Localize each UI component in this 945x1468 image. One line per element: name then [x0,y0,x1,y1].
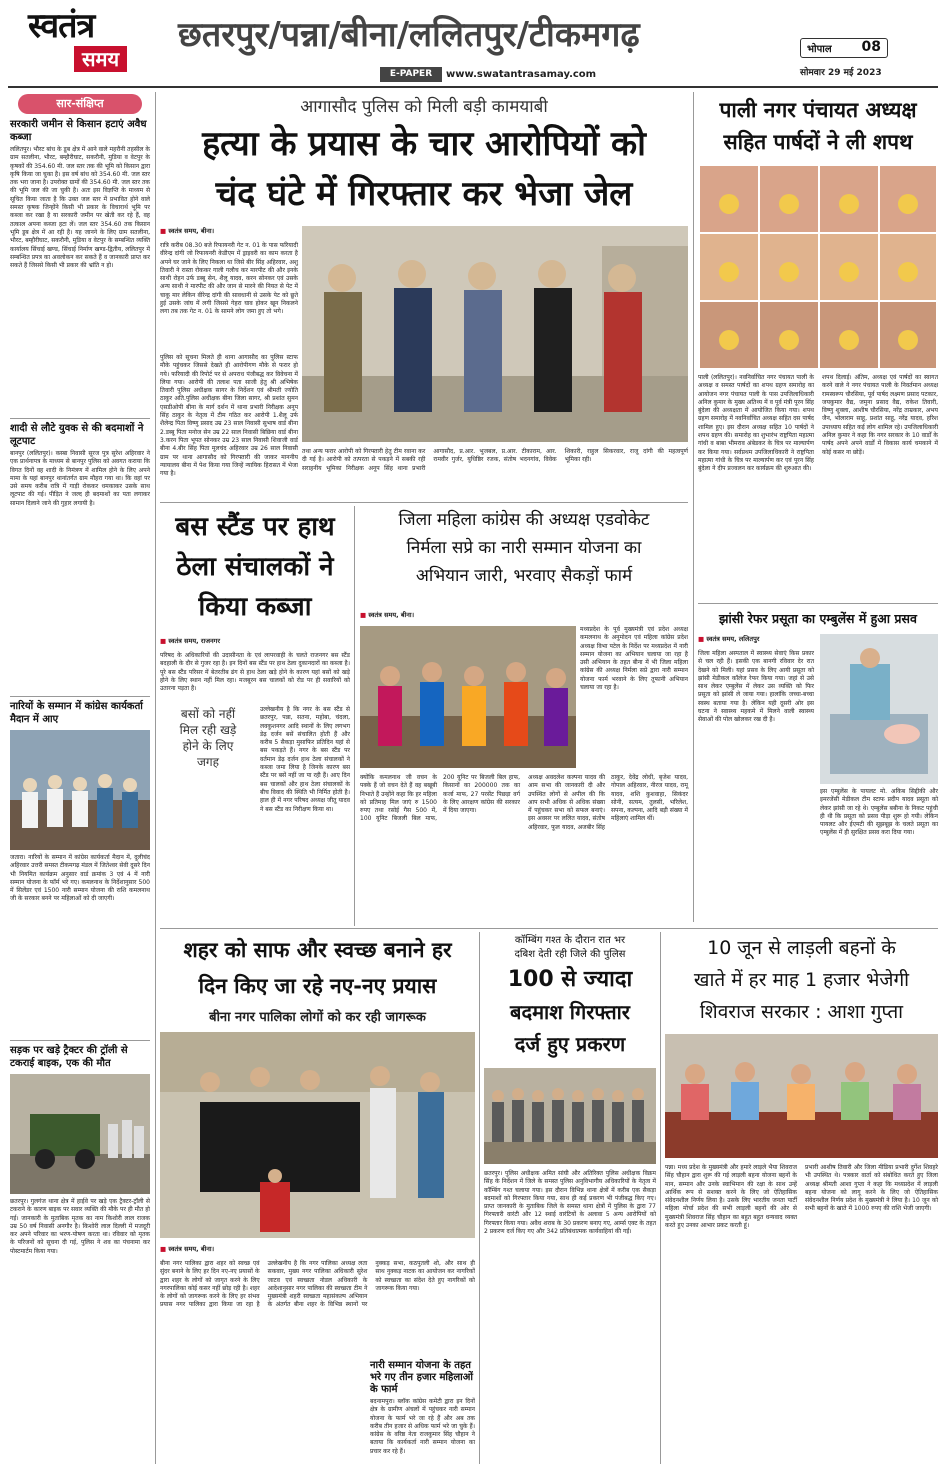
logo [28,6,140,80]
pali-headline-line1: पाली नगर पंचायत अध्यक्ष [719,98,917,122]
lead-headline-line2: चंद घंटे में गिरफ्तार कर भेजा जेल [215,174,633,214]
police-arrest-photo [302,226,688,442]
nari-headline: नारी सम्मान योजना के तहत भरे गए तीन हजार महिलाओं के फार्म [370,1360,473,1395]
congress-story [360,506,688,926]
rally-photo [10,730,150,850]
accident-photo [10,1074,150,1194]
city-headline-line2: दिन किए जा रहे नए-नए प्रयास [198,974,437,998]
jhansi-headline: झांसी रेफर प्रसूता का एम्बुलेंस में हुआ प्रसव [719,611,917,626]
city-box [800,38,888,58]
lead-text-col3: तथा अन्य फरार आरोपी को गिरफ्तारी हेतु टीम रवाना कर दी गई है। आरोपी को तत्परता से पकड़ने में सबकी रही सराहनीय भूमिका निरीक्षक अनूप सिंह थाना प्रभारी आगासौद, प्र.आर. भुजबल, प्र.आर. टीकाराम, आर. रामवीर गुर्जर, युधिष्ठिर रजक, संतोष भदनगांव, विवेक शिकारी, राहुल सिकरवार, राजू दांगी की महत्वपूर्ण भूमिका रही। [302,448,688,472]
logo-line1: स्वतंत्र [28,6,95,46]
pullquote-line3: होने के लिए [182,739,234,753]
logo-line2: समय [74,46,127,72]
congress-headline-line3: अभियान जारी, भरवाए सैकड़ों फार्म [415,566,633,586]
shivraj-story [665,932,938,1464]
lead-text-col2: पुलिस को सूचना मिलते ही थाना आगासौद का पुलिस स्टाफ मौके पहुंचकर जिससे देखते ही आरोपीगण मौके से फरार हो गये। फरियादी की रिपोर्ट पर से अपराध पंजीबद्ध कर विवेचना में लिया गया। आरोपी की तलाश पता साजी हेतु श्री अभिषेक तिवारी पुलिस अधीक्षक सागर के निर्देशन एवं श्रीमती ज्योति ठाकुर अति.पुलिस अधीक्षक बीना जिला सागर, श्री प्रशांत सुमन एसडीओपी बीना के मार्ग दर्शन में थाना प्रभारी निरीक्षक अनूप सिंह ठाकुर के नेतृत्व में टीम गठित कर आरोपी 1.शैलू उर्फ शैलेन्द्र पिता विष्णु प्रसाद उम्र 23 साल निवासी सुभाष वार्ड बीना 2.डब्बू पिता मनोज सेन उम्र 22 साल निवासी बिछिया वार्ड बीना 3.करन पिता भूपत सोनकर उम्र 23 साल निवासी शिवाजी वार्ड बीना 4.बीर सिंह पिता मूलचंद अहिरवार उम्र 26 साल निवासी ग्राम पर थाना आगासौद को गिरफ्तारी की जाकर माननीय न्यायालय बीना में पेश किया गया जिन्हें न्यायिक हिरासत में भेजा गया है। [160,354,298,478]
sidebar-item [10,1044,150,1462]
jhansi-byline: ■ स्वतंत्र समय, ललितपुर [698,634,838,646]
sidebar-item-text: ललितपुर। भौरट बांध के डूब क्षेत्र में आने वाले महरौनी तहसील के ग्राम सतलीना, भौरट, बम्हौरीघाट, सकरौनी, मुडिया व वेटपुर के कृषकों की 354.60 मी. जल स्तर तक की भूमि को किसान द्वारा कृषि किया जा चुका है। इस वर्ष बांध को 354.60 मी. जल स्तर तक भरा जाना है। उपरोक्त ग्रामों की 354.60 मी. जल स्तर तक की भूमि जल की जा चुकी है। अतः इस विज्ञप्ति के माध्यम से सूचित किया जाता है कि उक्त जल स्तर में प्रभावित होने वाले समस्त कृषक जिन्होंने किसी भी प्रकार के विचारार्थ भूमि पर कब्जा कर रखा है या सरकारी जमीन पर खेती कर रहे हैं, वह तत्काल अपना कब्जा हटा लें। जल स्तर 354.60 तक किसान भूमि डूब क्षेत्र में आ रही है। यह जानने के लिए ग्राम सतलीना, भौरट, बम्हौरीघाट, सकरौनी, मुडिया व वेटपुर के सम्बन्धित व्यक्ति कार्यालय सिंचाई खण्ड, सिंचाई निर्माण खण्ड-द्वितीय, ललितपुर में सम्बन्धित प्रपत्र का अवलोकन कर सकते हैं व जानकारी प्राप्त कर सकते हैं जिससे किसी भी प्रकार की भ्रांति न हो। [10,146,150,270]
sidebar-item [10,118,150,416]
sidebar [10,92,150,1464]
sidebar-item-text: छतरपुर। गुलगंज थाना क्षेत्र में हाईवे पर खड़े एक ट्रैक्टर-ट्रॉली से टकराने के कारण बाइक पर सवार व्यक्ति की मौके पर ही मौत हो गई। जानकारी के मुताबिक मृतक का नाम किशोरी लाल राजक उम्र 50 वर्ष निवासी अनगौर है। किशोरी लाल दिल्ली में मजदूरी कर अपने परिवार का भरण-पोषण करता था। रविवार को मृतक के परिजनों को सूचना दी गई, पुलिस ने शव का पंचनामा कर पोस्टमार्टम किया गया। [10,1198,150,1255]
congress-byline: ■ स्वतंत्र समय, बीना। [360,610,480,622]
bus-pullquote [160,706,256,788]
jhansi-text-a: जिला महिला अस्पताल में स्वास्थ्य सेवाएं किस प्रकार से चल रही हैं। इसकी एक बानगी रविवार देर रात देखने को मिली। यहां प्रसव के लिए आयी प्रसूता को झांसी मेडीकल कॉलेज रेफर किया गया। जहां से उसे साथ लेकर एम्बुलेंस में लेकर उस व्यक्ति को फिर प्रसूता को झांसी ले जाया गया। हालांकि जच्चा-बच्चा स्वस्थ बताया गया है। लेकिन यही दूसरी ओर इस घटना ने स्वास्थ्य महकमे में मिलने वाली स्वास्थ्य सेवाओं की पोल खोलकर रख दी है। [698,650,814,724]
bus-byline: ■ स्वतंत्र समय, राजनगर [160,636,350,648]
combing-headline-line2: बदमाश गिरफ्तार [510,1000,630,1024]
pullquote-line2: मिल रही खड़े [179,723,237,737]
combing-kicker-line2: दबिश देती रही जिले की पुलिस [514,949,626,960]
lead-headline-line1: हत्या के प्रयास के चार आरोपियों को [202,124,646,164]
combing-kicker-line1: कॉम्बिंग गश्त के दौरान रात भर [514,935,626,946]
pali-headline-line2: सहित पार्षदों ने ली शपथ [723,130,913,154]
masthead-rule [8,86,938,88]
lead-story [160,92,688,500]
bus-text-b: उल्लेखनीय है कि नगर के बस स्टैंड से छतरपुर, पन्ना, सतना, महोबा, चंदला, लवकुशनगर आदि स्थानों के लिए लगभग डेढ़ दर्जन बसें संचालित होती हैं और करीब 5 सैकड़ा मुसाफिर प्रतिदिन यहां से बस पकड़ते हैं। नगर के बस स्टैंड पर वर्तमान डेढ़ दर्जन हाथ ठेला संचालकों ने कब्जा जमा लिया है जिनके कारण बस स्टैंड पर बसें नहीं जा पा रही हैं। आए दिन बस चालकों और हाथ ठेला संचालकों के बीच विवाद की स्थिति भी निर्मित होती है। हाल ही में नगर परिषद अध्यक्ष जीतू यादव ने बस स्टैंड का निरीक्षण किया था। [260,706,350,813]
bus-headline-line3: किया कब्जा [198,592,312,622]
pullquote-line1: बसों को नहीं [180,707,236,721]
sidebar-item-headline: सरकारी जमीन से किसान हटाएं अवैध कब्जा [10,119,147,143]
bus-headline-line2: ठेला संचालकों ने [176,552,334,582]
page-number: 08 [861,39,881,55]
nari-story [370,1360,475,1464]
city-headline-line1: शहर को साफ और स्वच्छ बनाने हर [183,938,452,962]
combing-story [484,932,656,1464]
sidebar-divider [10,418,150,419]
lead-bottom-rule [160,502,688,503]
combing-headline-line1: 100 से ज्यादा [507,967,633,992]
congress-form-photo [360,626,576,768]
page-info [800,38,910,82]
congress-headline-line1: जिला महिला कांग्रेस की अध्यक्ष एडवोकेट [398,510,650,530]
sidebar-item [10,700,150,1038]
combing-headline-line3: दर्ज हुए प्रकरण [514,1032,626,1056]
sidebar-item-text: जतारा। नारियों के सम्मान में कांग्रेस कार्यकर्ता मैदान में, दुलीचंद अहिरवार उत्तरी समस्त टीकमगढ़ मंडल में जितेश्वर सेवी दूसरे दिन भी नियमित कार्यक्रम अनुसार वार्ड क्रमांक 3 एवं 4 में नारी सम्मान योजना के फॉर्म भरे गए। कमलनाथ के निर्देशानुसार 500 में सिलेंडर एवं 1500 नारी सम्मान योजना की राशि कमलनाथ जी के सरकार बनने पर महिलाओं को दी जाएगी। [10,854,150,903]
shivraj-text-a: पन्ना। मध्य प्रदेश के मुख्यमंत्री और हमारे लाड़ले भैया शिवराज सिंह चौहान द्वारा शुरू की गई लाड़ली बहना योजना बहनों के मान, सम्मान और उनके स्वाभिमान की रक्षा के साथ उन्हें आर्थिक रूप से सशक्त करने के लिए जो ऐतिहासिक संवेदनशील निर्णय लिया है। उसके लिए भारतीय जनता पार्टी महिला मोर्चा प्रदेश की सभी लाड़ली बहनों की ओर से मुख्यमंत्री शिवराज सिंह चौहान का बहुत बहुत धन्यवाद व्यक्त करते हुए उनका आभार प्रकट करती हूं। [665,1164,797,1230]
city-text: बीना नगर पालिका द्वारा शहर को स्वच्छ एवं सुंदर बनाने के लिए हर दिन नए-नए प्रयासों के द्वारा शहर के लोगों को जागृत करने के लिए नगरपालिका कोई कसर नहीं छोड़ रही है। शहर के लोगों को जागरूक करने के लिए हर संभव प्रयास नगर पालिका द्वारा किया जा रहा है उल्लेखनीय है कि नगर पालिका अध्यक्ष लता सकवार, मुख्य नगर पालिका अधिकारी सुरेश जाटव एवं स्वच्छता नोडल अधिकारी के आदेशानुसार नगर पालिका की स्वच्छता टीम ने मुख्यमंत्री शहरी स्वच्छता महासंकल्प अभियान के अंतर्गत बीना शहर के विभिन्न स्थानों पर नुक्कड़ सभा, कठपुतली शो, और साथ ही साथ नुक्कड़ नाटक का आयोजन कर नागरिकों को स्वच्छता का संदेश देते हुए नागरिकों को जागरूक किया गया। [160,1260,475,1309]
shivraj-headline-line2: खाते में हर माह 1 हजार भेजेगी [693,969,910,991]
sidebar-item-headline: नारियों के सम्मान में कांग्रेस कार्यकर्ता मैदान में आए [10,701,143,725]
sidebar-item [10,422,150,694]
city-label: भोपाल [807,44,832,55]
pali-bottom-rule [698,603,938,604]
lead-kicker: आगासौद पुलिस को मिली बड़ी कामयाबी [300,97,548,117]
issue-date: सोमवार 29 मई 2023 [800,68,882,78]
jhansi-text-b: इस एम्बुलेंस के पायलट मो. अकिब सिद्दीकी और इमरजेंसी मेडीकल टीम स्टाफ प्रदीप यादव प्रसूता को लेकर झांसी जा रहे थे। एम्बुलेंस बबीना के निकट पहुंची ही थी कि प्रसूता को प्रसव पीड़ा शुरू हो गयी। लेकिन पायलट और ईएमटी की सूझबूझ के चलते प्रसूता का एम्बुलेंस में ही सुरक्षित प्रसव करा दिया गया। [820,788,938,837]
sidebar-divider [10,1040,150,1041]
arrested-group-photo [484,1068,656,1164]
press-conference-photo [665,1034,938,1158]
bus-story [160,506,350,926]
pali-text-col2: शपथ दिलाई। अंतिम, अध्यक्ष एवं पार्षदों का स्वागत करने वाले ने नगर पंचायत पाली के निवर्तमान अध्यक्ष रामस्वरूप चौरसिया, पूर्व पार्षद लक्ष्मण प्रसाद पटकार, जयकुमार वैद्य, जमुना प्रसाद वैद्य, राकेश तिवारी, विष्णु शुक्ला, आशीष चौरसिया, नरेंद्र ताम्रकार, अभय जैन, भोलाराम साहू, प्रशांत साहू, नरेंद्र यादव, हरिश उपाध्याय सहित कई लोग शामिल रहे। उपजिलाधिकारी अनिल कुमार ने कहा कि नगर सरकार के 10 वार्डों के पार्षद अपने अपने वार्डों में विकास कार्य चमकाने में कोई कसर ना छोड़ें। [822,374,938,456]
congress-text-a: मध्यप्रदेश के पूर्व मुख्यमंत्री एवं प्रदेश अध्यक्ष कमलनाथ के अनुमोदन एवं महिला कांग्रेस प्रदेश अध्यक्ष विभा पटेल के निर्देश पर मध्यप्रदेश में नारी सम्मान योजना का अभियान चलाया जा रहा है उसी अभियान के तहत बीना में भी जिला महिला कांग्रेस की अध्यक्ष निर्मला सप्रे द्वारा नारी सम्मान योजना फार्म भरवाने के लिए तूफानी अभियान चलाया जा रहा है। [580,626,688,692]
pali-text-col1: पाली (ललितपुर)। नवनिर्वाचित नगर पंचायत पाली के अध्यक्ष व समस्त पार्षदों का शपथ ग्रहण समारोह का आयोजन नगर पंचायत पाली के पास उपजिलाधिकारी अनिल कुमार के मुख्य अतिथ्य में व पूर्व मंत्री पूरन सिंह बुंदेला की अध्यक्षता में आयोजित किया गया। शपथ ग्रहण समारोह में नवनिर्वाचित अध्यक्ष सहित दस पार्षद शामिल हुए। इस दौरान अध्यक्ष सहित 10 पार्षदों ने शपथ ग्रहण की। समारोह का शुभारंभ राष्ट्रपिता महात्मा गांधी व बाबा भीमराव अंबेडकर के चित्र पर माल्यार्पण कर किया गया। सर्वप्रथम उपजिलाधिकारी ने राष्ट्रपिता महात्मा गांधी के चित्र पर माल्यार्पण कर एवं पूरन सिंह बुंदेला ने दीप प्रज्वलन कर कार्यक्रम की शुरुआत की। [698,374,814,473]
right-column-rule [693,92,694,922]
bus-headline-line1: बस स्टैंड पर हाथ [175,512,335,542]
city-right-rule [479,932,480,1464]
sidebar-item-headline: शादी से लौटे युवक से की बदमाशों ने लूटपाट [10,423,144,447]
congress-text-c: अध्यक्ष अवदलेश कल्पना यादव की आम सभा की जानकारी दी और उपस्थित लोगों से अपील की कि आप सभी अधिक से अधिक संख्या में पहुंचकर सभा को सफल बनाएं। इस अवसर पर ललित यादव, संतोष अहिरवार, फूल यादव, अजबीर सिंह ठाकुर, देवेंद्र लोधी, बृजेश यादव, गोपाल अहिरवार, नीरज यादव, रामू यादव, शशि कुशवाहा, सिकंदर सोनी, सत्यम, तुलसी, भरिलेश, सपना, कल्पना, आदि बड़ी संख्या में महिलाएं शामिल थीं। [528,774,688,831]
ambulance-photo [820,634,938,784]
oath-ceremony-photo [698,164,938,370]
shivraj-headline-line3: शिवराज सरकार : आशा गुप्ता [699,1001,904,1023]
pali-story [698,92,938,600]
cleanliness-drive-photo [160,1032,475,1238]
sidebar-item-text: बानपुर (ललितपुर)। कस्बा निवासी सूरज पुत्र सुरेश अहिरवार ने एक प्रार्थनापत्र के माध्यम से बानपुर पुलिस को अवगत कराया कि विगत दिनों वह शादी के निमंत्रण में शामिल होने के लिए अपने मामा के यहां बानपुर थानांतर्गत ग्राम मौहरा गया था। कि वहां पर उसे समय करीब रात्रि में गाड़ी रोककर धमकाकर उसके साथ लूटपाट की गई। पीड़ित ने जल्द ही बदमाशों का पता लगाकर सामान दिलाने जाने की गुहार लगायी है। [10,450,150,507]
shivraj-headline-line1: 10 जून से लाड़ली बहनों के [707,937,896,959]
sidebar-section-title: सार-संक्षिप्त [18,94,142,114]
lead-byline: ■ स्वतंत्र समय, बीना। [160,226,310,238]
sidebar-item-headline: सड़क पर खड़े ट्रैक्टर की ट्रॉली से टकराई बाइक, एक की मौत [10,1045,128,1069]
bus-right-rule [354,506,355,926]
shivraj-text-b: प्रभारी आशीष तिवारी और जिला मीडिया प्रभारी दुर्गेश शिवहरे भी उपस्थित थे। पत्रकार वार्ता को संबोधित करते हुए जिला अध्यक्ष श्रीमती आशा गुप्ता ने कहा कि मध्यप्रदेश में लाड़ली बहना योजना को लागू करने के लिए जो ऐतिहासिक संवेदनशील निर्णय प्रदेश के मुख्यमंत्री ने लिया है। 10 जून को सभी बहनों के खाते में 1000 रुपए की राशि भेजी जाएगी। [805,1164,938,1213]
city-subhead: बीना नगर पालिका लोगों को कर रही जागरूक [209,1010,426,1025]
city-byline: ■ स्वतंत्र समय, बीना। [160,1244,280,1256]
jhansi-story [698,608,938,924]
lead-text-col1: रात्रि करीब 08.30 बजे रिफायनरी गेट न. 01 के पास फरियादी वीरेन्द्र दांगी जो रिफायनरी केडीएम में ड्राइवरी का काम करता है अपने घर जाने के लिए निकला था जिसे बीर सिंह अहिरवार, अशु तिवारी ने रास्ता रोककर गाली गलौच कर मारपीट की और इनके साथी रोहन उर्फ डब्बू सेन, शैलू यादव, करन सोनकर एवं उसके अन्य साथी ने मारपीट की और जान से मारने की नियत से पेट में चाकू मार लेकिन वीरेन्द्र दांगी की सावधानी से उसके पेट को छूते हुई उसके जांघ में लगी जिससे गेहरा घाव होकर खून निकलने लगा तब तक गेट न. 01 के सामने लोग जमा हुए तो भगे। [160,242,298,316]
nari-text: बदनामपुरा। ब्लॉक कांग्रेस कमेटी द्वारा इन दिनों क्षेत्र के ग्रामीण अंचलों में पहुंचकर नारी सम्मान योजना के फार्म भरे जा रहे हैं और अब तक करीब तीन हजार से अधिक फार्म भरे जा चुके हैं। कांग्रेस के वरिष्ठ नेता राजकुमार सिंह चौहान ने बताया कि कार्यकर्ता नारी सम्मान योजना का प्रचार कर रहे हैं। [370,1398,475,1455]
epaper-label: E-PAPER [380,67,442,82]
website-link[interactable]: www.swatantrasamay.com [446,69,597,80]
combing-text: छतरपुर। पुलिस अधीक्षक अमित सांघी और अतिरिक्त पुलिस अधीक्षक विक्रम सिंह के निर्देशन में जिले के समस्त पुलिस अनुविभागीय अधिकारियों के नेतृत्व में कॉम्बिंग गश्त चलाया गया। इस दौरान विभिन्न थाना क्षेत्रों में करीब एक सैकड़ा बदमाशों को गिरफ्तार किया गया, साथ ही कई प्रकरण भी पंजीबद्ध किए गए। प्राप्त जानकारी के मुताबिक जिले के समस्त थाना क्षेत्रों में पुलिस के द्वारा 77 गिरफ्तारी वारंटी और 12 स्थाई वारंटियों के अलावा 5 अन्य आरोपियों को गिरफ्तार किया गया। अवैध शराब के 30 प्रकरण बनाए गए, आर्म्स एक्ट के तहत 2 प्रकरण दर्ज किए गए और 342 प्रतिबंधात्मक कार्यवाहियां की गईं। [484,1170,656,1236]
sidebar-divider [10,696,150,697]
bus-text-a: परिषद के अधिकारियों की उदासीनता के एवं लापरवाही के चलते राजनगर बस स्टैंड बदहाली के दौर से गुजर रहा है। इन दिनों बस स्टैंड पर हाथ ठेला दुकानदारों का कब्जा है। पूरे बस स्टैंड परिसर में बेतरतीब ढंग से हाथ ठेला खड़े होने के कारण यहां बसों को खड़े होने के लिए स्थान नहीं मिल रहा। मजबूरन बस चालकों को रोड पर ही सवारियों को उतारना पड़ता है। [160,652,350,693]
congress-headline-line2: निर्मला सप्रे का नारी सम्मान योजना का [406,538,642,558]
congress-text-b: क्योंकि कमलनाथ जी वचन के पक्के हैं जो वचन देते हैं वह बखूबी निभाते हैं उन्होंने कहा कि हर महिला को प्रतिमाह मिल जाएं रु 1500 रुपए तथा रसोई गैस 500 में, 100 यूनिट बिजली बिल माफ, 200 यूनिट पर बिजली बिल हाफ, किसानों का 200000 तक का कर्जा माफ, 27 परसेंट पिछड़ा वर्ग के लिए आरक्षण कांग्रेस की सरकार में दिया जाएगा। [360,774,520,823]
pullquote-line4: जगह [196,755,220,769]
middle-band-rule [160,928,938,929]
combing-right-rule [660,932,661,1464]
sidebar-column-rule [155,92,156,1464]
masthead [0,0,945,88]
edition-title: छतरपुर/पन्ना/बीना/ललितपुर/टीकमगढ़ [178,15,640,55]
